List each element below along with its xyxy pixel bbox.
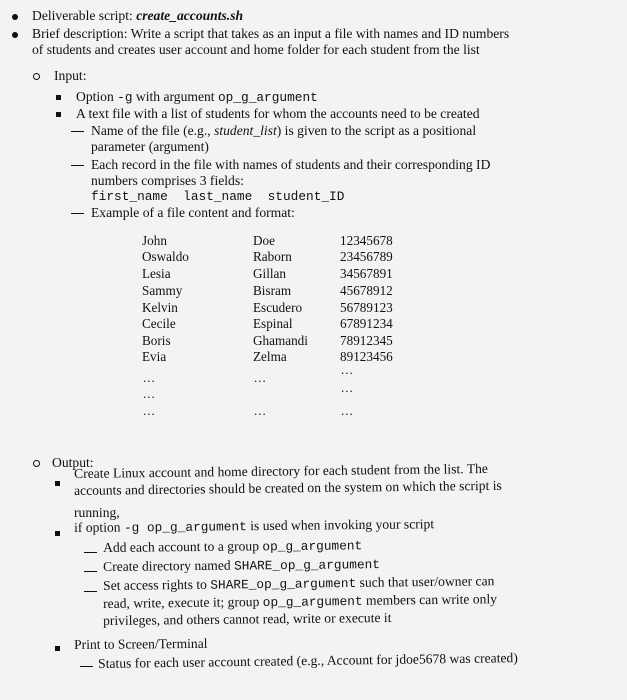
table-cell: Evia [142, 349, 167, 364]
set-rights-pre: Set access rights to [103, 576, 211, 593]
add-group-line [103, 537, 362, 557]
dash [71, 165, 84, 166]
create-line-2: accounts and directories should be created on the system on which the script is [74, 477, 502, 498]
ellipsis: ... [341, 362, 354, 377]
table-cell: 12345678 [340, 233, 393, 248]
print-line: Print to Screen/Terminal [74, 635, 208, 652]
option-text: Option [76, 89, 118, 104]
option-arg: op_g_argument [217, 90, 318, 105]
table-cell: Sammy [142, 283, 183, 298]
table-cell: Gillan [253, 266, 286, 281]
set-rights-post: such that user/owner can [356, 573, 495, 590]
table-cell: 45678912 [340, 283, 393, 298]
bullet-circle [33, 73, 40, 80]
name-file-line [91, 123, 476, 139]
set-rights-line2-pre: read, write, execute it; group [103, 594, 263, 611]
ellipsis: ... [254, 370, 267, 385]
status-line: Status for each user account created (e.g., Account for jdoe5678 was created) [98, 650, 518, 671]
table-cell: Boris [142, 333, 171, 348]
table-cell: 67891234 [340, 316, 393, 331]
table-cell: Escudero [253, 300, 303, 315]
ellipsis: ... [143, 370, 156, 385]
create-dir-arg: SHARE_op_g_argument [233, 557, 381, 574]
bullet-square [55, 646, 60, 651]
deliverable-label: Deliverable script: [32, 8, 137, 23]
table-cell: Doe [253, 233, 275, 248]
bullet-square [55, 481, 60, 486]
script-name: create_accounts.sh [136, 8, 244, 23]
bullet-dot [12, 32, 18, 38]
table-cell: Espinal [253, 316, 293, 331]
if-option-post: is used when invoking your script [246, 516, 435, 534]
brief-line-2: of students and creates user account and home folder for each student from the list [32, 42, 480, 57]
deliverable-line [32, 8, 243, 24]
bullet-circle [33, 460, 40, 467]
option-line [76, 89, 318, 106]
dash [71, 131, 84, 132]
set-rights-line-2 [103, 591, 497, 613]
table-cell: 78912345 [340, 333, 393, 348]
ellipsis: ... [254, 403, 267, 418]
example-label: Example of a file content and format: [91, 205, 295, 220]
record-line-2: numbers comprises 3 fields: [91, 173, 244, 188]
dash [84, 591, 97, 592]
name-file-line-2: parameter (argument) [91, 139, 209, 154]
table-cell: Ghamandi [253, 333, 308, 348]
create-line-1: Create Linux account and home directory for each student from the list. The [74, 460, 488, 481]
set-rights-line-3: privileges, and others cannot read, write or execute it [103, 609, 392, 628]
create-dir-text: Create directory named [103, 557, 235, 574]
table-cell: 34567891 [340, 266, 393, 281]
table-cell: Lesia [142, 266, 171, 281]
name-file-pre: Name of the file (e.g., [91, 123, 215, 138]
table-cell: 23456789 [340, 249, 393, 264]
name-file-post: ) is given to the script as a positional [276, 123, 477, 138]
dash [84, 571, 97, 572]
create-dir-line [103, 556, 380, 576]
dash [84, 552, 97, 553]
ellipsis: ... [143, 386, 156, 401]
set-rights-line2-post: members can write only [362, 591, 498, 608]
table-cell: Oswaldo [142, 249, 189, 264]
add-group-text: Add each account to a group [103, 538, 263, 555]
record-format: first_name last_name student_ID [91, 189, 345, 204]
table-cell: 89123456 [340, 349, 393, 364]
name-file-example: student_list [214, 123, 277, 138]
if-option-flag: -g op_g_argument [123, 519, 247, 536]
dash [80, 666, 93, 667]
set-rights-arg: SHARE_op_g_argument [210, 575, 357, 593]
table-cell: Bisram [253, 283, 292, 298]
bullet-dot [12, 14, 18, 20]
table-cell: Zelma [253, 349, 287, 364]
table-cell: Raborn [253, 249, 292, 264]
create-line-3: running, [74, 505, 120, 520]
brief-line-1: Brief description: Write a script that takes as an input a file with names and ID numbers [32, 26, 510, 41]
textfile-line: A text file with a list of students for whom the accounts need to be created [76, 106, 480, 121]
option-flag: -g [117, 90, 133, 105]
add-group-arg: op_g_argument [262, 538, 363, 555]
bullet-square [55, 531, 60, 536]
table-cell: Cecile [142, 316, 176, 331]
record-line-1: Each record in the file with names of students and their corresponding ID [91, 157, 491, 172]
table-cell: John [142, 233, 167, 248]
input-heading: Input: [54, 68, 87, 83]
table-cell: Kelvin [142, 300, 178, 315]
if-option-line [74, 516, 434, 537]
dash [71, 213, 84, 214]
output-heading: Output: [52, 455, 94, 470]
if-option-pre: if option [74, 519, 124, 535]
set-rights-line2-arg: op_g_argument [262, 593, 363, 611]
bullet-square [56, 95, 61, 100]
option-mid: with argument [132, 89, 218, 104]
ellipsis: ... [341, 403, 354, 418]
table-cell: 56789123 [340, 300, 393, 315]
ellipsis: ... [143, 403, 156, 418]
bullet-square [56, 112, 61, 117]
ellipsis: ... [341, 380, 354, 395]
